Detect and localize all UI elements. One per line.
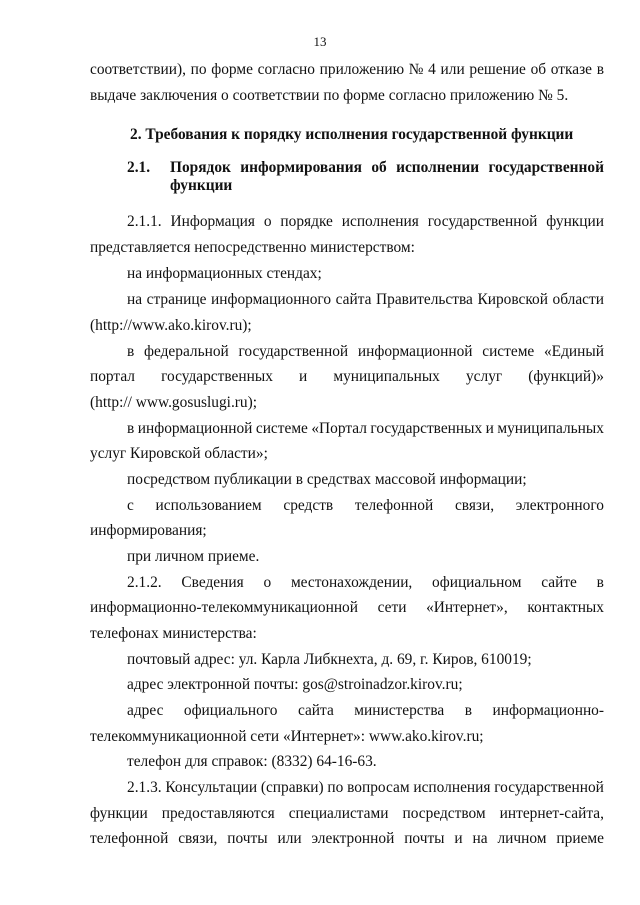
word: приложению: [319, 61, 405, 78]
word: сайта: [335, 291, 372, 308]
text-line: посредством публикации в средствах массовой информации;: [127, 471, 527, 488]
word: информационного: [211, 291, 332, 308]
word: в: [596, 574, 604, 591]
word: 2.1.2.: [127, 574, 162, 591]
word: исполнении: [396, 159, 480, 176]
word: услуг: [465, 368, 503, 385]
word: государственной: [488, 159, 604, 176]
word: телефонной: [90, 830, 169, 847]
text-line: почтовый адрес: ул. Карла Либкнехта, д. 69, г. Киров, 610019;: [127, 651, 532, 668]
page-number: 13: [313, 34, 327, 49]
text-line: представляется непосредственно министерством:: [90, 239, 415, 256]
word: государственных: [370, 420, 483, 437]
word: функции: [90, 805, 148, 822]
text-line: услуг Кировской области»;: [90, 445, 268, 462]
word: Консультации: [165, 779, 258, 796]
word: 2.1.3.: [127, 779, 162, 796]
word: Сведения: [181, 574, 244, 591]
word: связи,: [454, 497, 495, 514]
text-line: адрес электронной почты: gos@stroinadzor.kirov.ru;: [127, 676, 463, 693]
text-line: [90, 598, 604, 618]
word: «Интернет»,: [426, 599, 508, 616]
text-line: (http:// www.gosuslugi.ru);: [90, 394, 258, 411]
word: связи,: [178, 830, 218, 847]
word: информационно-телекоммуникационной: [90, 599, 358, 616]
word: о: [263, 574, 272, 591]
text-line: на информационных стендах;: [127, 265, 322, 282]
word: муниципальных: [497, 420, 604, 437]
word: «Единый: [543, 343, 604, 360]
section-heading: 2. Требования к порядку исполнения государственной функции: [130, 126, 574, 143]
word: официального: [183, 702, 278, 719]
word: в: [596, 61, 604, 78]
word: «Портал: [311, 420, 367, 437]
text-line: [127, 496, 604, 516]
word: о: [263, 213, 272, 230]
text-line: [127, 701, 604, 721]
subsection-number: 2.1.: [127, 159, 151, 176]
word: в: [127, 420, 135, 437]
word: портал: [90, 368, 135, 385]
word: 4: [428, 61, 436, 78]
word: адрес: [127, 702, 164, 719]
word: приеме: [556, 830, 604, 847]
word: исполнения: [413, 779, 491, 796]
word: №: [408, 61, 424, 78]
text-line: (http://www.ako.kirov.ru);: [90, 317, 252, 334]
word: государственных: [161, 368, 273, 385]
word: Информация: [170, 213, 255, 230]
subsection-title: функции: [170, 177, 233, 194]
word: форме: [211, 61, 253, 78]
word: и: [454, 830, 463, 847]
word: федеральной: [143, 343, 229, 360]
word: Порядок: [170, 159, 231, 176]
word: с: [127, 497, 134, 514]
word: государственной: [494, 779, 604, 796]
text-line: выдаче заключения о соответствии по форме согласно приложению № 5.: [90, 87, 569, 104]
text-line: телекоммуникационной сети «Интернет»: www.ako.kirov.ru;: [90, 728, 484, 745]
text-line: телефонах министерства:: [90, 625, 257, 642]
text-line: телефон для справок: (8332) 64-16-63.: [127, 753, 377, 770]
word: муниципальных: [333, 368, 440, 385]
word: Правительства: [376, 291, 473, 308]
word: Кировской: [477, 291, 548, 308]
word: информирования: [240, 159, 362, 176]
word: системе: [482, 343, 535, 360]
text-line: при личном приеме.: [127, 548, 260, 565]
word: по: [327, 779, 344, 796]
word: или: [277, 830, 302, 847]
word: на: [472, 830, 488, 847]
word: информационной: [357, 343, 473, 360]
word: средств: [283, 497, 334, 514]
word: об: [371, 159, 387, 176]
text-line: [127, 778, 604, 798]
word: специалистами: [288, 805, 389, 822]
word: электронного: [515, 497, 604, 514]
word: почты: [404, 830, 445, 847]
text-line: информирования;: [90, 522, 207, 539]
word: телефонной: [354, 497, 434, 514]
word: государственной: [427, 213, 538, 230]
word: министерства: [354, 702, 445, 719]
text-line: [90, 60, 604, 80]
word: государственной: [238, 343, 349, 360]
word: электронной: [311, 830, 395, 847]
text-line: [127, 419, 604, 439]
word: согласно: [257, 61, 315, 78]
word: или: [440, 61, 465, 78]
text-line: [127, 212, 604, 232]
word: в: [464, 702, 472, 719]
text-line: [90, 804, 604, 824]
word: предоставляются: [161, 805, 275, 822]
word: интернет-сайта,: [499, 805, 604, 822]
word: системе: [255, 420, 308, 437]
word: контактных: [527, 599, 604, 616]
word: почты: [227, 830, 268, 847]
word: порядке: [280, 213, 333, 230]
text-line: [127, 290, 604, 310]
word: сайта: [297, 702, 334, 719]
text-line: [127, 573, 604, 593]
word: на: [127, 291, 143, 308]
word: информационной: [137, 420, 253, 437]
word: официальном: [432, 574, 522, 591]
word: вопросам: [347, 779, 410, 796]
subsection-title: [170, 158, 604, 178]
word: информационно-: [492, 702, 604, 719]
text-line: [127, 342, 604, 362]
word: личном: [497, 830, 547, 847]
word: 2.1.1.: [127, 213, 162, 230]
word: и: [485, 420, 494, 437]
word: отказе: [550, 61, 593, 78]
word: об: [530, 61, 547, 78]
word: (функций)»: [528, 368, 604, 385]
word: сети: [377, 599, 407, 616]
word: функции: [546, 213, 604, 230]
word: по: [190, 61, 207, 78]
word: использованием: [155, 497, 262, 514]
word: и: [298, 368, 308, 385]
word: в: [127, 343, 135, 360]
word: соответствии),: [90, 61, 186, 78]
word: местонахождении,: [290, 574, 413, 591]
word: сайте: [541, 574, 577, 591]
word: посредством: [402, 805, 486, 822]
word: исполнения: [341, 213, 419, 230]
word: решение: [469, 61, 526, 78]
word: (справки): [260, 779, 324, 796]
text-line: [90, 829, 604, 849]
text-line: [90, 367, 604, 387]
word: области: [552, 291, 604, 308]
word: странице: [146, 291, 207, 308]
